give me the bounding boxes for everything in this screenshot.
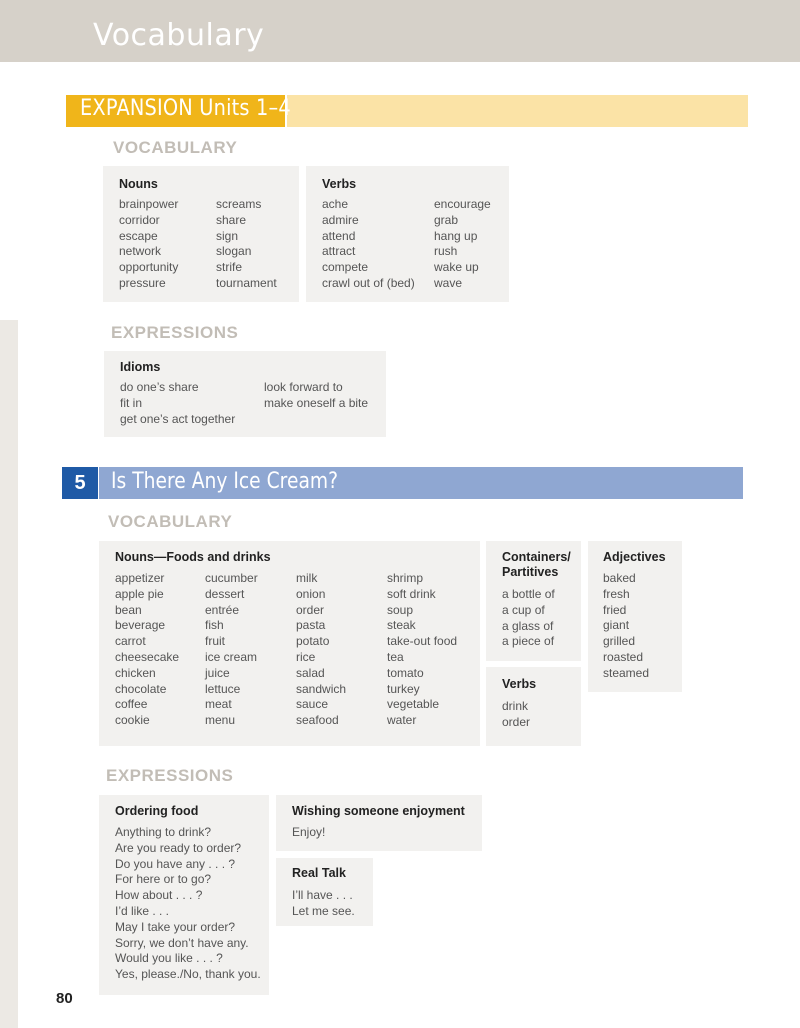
word-item: slogan bbox=[216, 244, 252, 259]
word-item: take-out food bbox=[387, 634, 458, 649]
expansion-verbs-box bbox=[306, 166, 509, 302]
word-item: order bbox=[296, 602, 325, 617]
word-item: tournament bbox=[216, 275, 277, 290]
verb-item: drink bbox=[502, 699, 529, 713]
expression-item: I’d like . . . bbox=[115, 903, 170, 918]
idioms-col2 bbox=[264, 380, 368, 412]
word-item: soup bbox=[387, 602, 414, 617]
word-item: chicken bbox=[115, 665, 156, 680]
word-item: tea bbox=[387, 649, 404, 664]
word-item: carrot bbox=[115, 634, 146, 649]
word-item: tomato bbox=[387, 665, 424, 680]
page-number: 80 bbox=[56, 990, 73, 1007]
word-item: turkey bbox=[387, 681, 420, 696]
word-item: apple pie bbox=[115, 586, 164, 601]
word-item: pressure bbox=[119, 275, 166, 290]
expression-item: Sorry, we don’t have any. bbox=[115, 935, 249, 950]
adjective-item: fresh bbox=[603, 586, 630, 601]
word-item: vegetable bbox=[387, 697, 440, 712]
wishing-enjoyment-title: Wishing someone enjoyment bbox=[292, 804, 465, 818]
adjective-item: roasted bbox=[603, 649, 644, 664]
expression-item: How about . . . ? bbox=[115, 888, 203, 903]
unit-title: Is There Any Ice Cream? bbox=[111, 469, 339, 494]
left-margin-strip bbox=[0, 320, 18, 1028]
word-item: crawl out of (bed) bbox=[322, 275, 415, 290]
word-item: brainpower bbox=[119, 197, 179, 211]
word-item: appetizer bbox=[115, 571, 165, 585]
word-item: chocolate bbox=[115, 681, 167, 696]
expression-item: Do you have any . . . ? bbox=[115, 856, 236, 871]
word-item: encourage bbox=[434, 197, 491, 211]
word-item: attend bbox=[322, 228, 356, 243]
expression-item: Anything to drink? bbox=[115, 825, 212, 839]
adjective-item: fried bbox=[603, 602, 627, 617]
ordering-food-title: Ordering food bbox=[115, 804, 199, 818]
word-item: strife bbox=[216, 260, 243, 275]
unit-vocabulary-heading: VOCABULARY bbox=[108, 512, 233, 531]
word-item: cookie bbox=[115, 713, 150, 728]
real-talk-title: Real Talk bbox=[292, 866, 346, 880]
expansion-bar-label: EXPANSION Units 1–4 bbox=[80, 96, 291, 121]
idioms-col1 bbox=[120, 380, 235, 427]
word-item: salad bbox=[296, 665, 325, 680]
unit-number: 5 bbox=[74, 472, 86, 494]
ordering-food-list bbox=[115, 825, 261, 983]
foods-nouns-box bbox=[99, 541, 480, 746]
wishing-enjoyment-box bbox=[276, 795, 482, 851]
word-item: bean bbox=[115, 602, 142, 617]
container-item: a bottle of bbox=[502, 587, 555, 601]
container-item: a piece of bbox=[502, 634, 555, 649]
wishing-enjoyment-list bbox=[292, 825, 325, 841]
verb-item: order bbox=[502, 714, 531, 729]
expansion-nouns-col1 bbox=[119, 197, 178, 292]
word-item: juice bbox=[205, 665, 230, 680]
idioms-title: Idioms bbox=[120, 360, 161, 374]
word-item: rush bbox=[434, 244, 458, 259]
expansion-verbs-col1 bbox=[322, 197, 415, 292]
word-item: lettuce bbox=[205, 681, 241, 696]
word-item: screams bbox=[216, 197, 262, 211]
word-item: ice cream bbox=[205, 649, 258, 664]
ordering-food-box bbox=[99, 795, 269, 995]
container-item: a glass of bbox=[502, 618, 554, 633]
word-item: wake up bbox=[434, 260, 479, 275]
word-item: sandwich bbox=[296, 681, 347, 696]
adjectives-box bbox=[588, 541, 682, 692]
word-item: onion bbox=[296, 586, 326, 601]
container-item: a cup of bbox=[502, 602, 545, 617]
expansion-expressions-heading: EXPRESSIONS bbox=[111, 323, 239, 342]
adjective-item: baked bbox=[603, 571, 636, 585]
word-item: milk bbox=[296, 571, 318, 585]
word-item: cheesecake bbox=[115, 649, 180, 664]
word-item: water bbox=[387, 713, 417, 728]
idiom-item: do one’s share bbox=[120, 380, 199, 394]
word-item: fruit bbox=[205, 634, 226, 649]
word-item: share bbox=[216, 212, 247, 227]
word-item: dessert bbox=[205, 586, 245, 601]
containers-title-line1: Containers/ bbox=[502, 550, 571, 564]
containers-list bbox=[502, 587, 555, 650]
expression-item: Are you ready to order? bbox=[115, 840, 242, 855]
unit-verbs-box bbox=[486, 667, 581, 746]
unit-expressions-heading: EXPRESSIONS bbox=[106, 766, 234, 785]
idiom-item: look forward to bbox=[264, 380, 343, 394]
expression-item: Would you like . . . ? bbox=[115, 951, 223, 966]
expression-item: For here or to go? bbox=[115, 872, 212, 887]
expansion-vocabulary-heading: VOCABULARY bbox=[113, 138, 238, 157]
word-item: admire bbox=[322, 212, 359, 227]
foods-col3 bbox=[296, 571, 346, 729]
word-item: wave bbox=[434, 275, 463, 290]
adjective-item: grilled bbox=[603, 634, 636, 649]
word-item: sign bbox=[216, 228, 239, 243]
foods-nouns-title: Nouns—Foods and drinks bbox=[115, 550, 271, 564]
foods-col4 bbox=[387, 571, 457, 729]
foods-col2 bbox=[205, 571, 258, 729]
word-item: soft drink bbox=[387, 586, 436, 601]
word-item: meat bbox=[205, 697, 232, 712]
word-item: corridor bbox=[119, 212, 160, 227]
word-item: shrimp bbox=[387, 571, 424, 585]
adjectives-title: Adjectives bbox=[603, 550, 666, 564]
word-item: cucumber bbox=[205, 571, 258, 585]
word-item: rice bbox=[296, 649, 316, 664]
word-item: menu bbox=[205, 713, 236, 728]
word-item: entrée bbox=[205, 602, 240, 617]
expression-item: Enjoy! bbox=[292, 825, 326, 839]
word-item: steak bbox=[387, 618, 416, 633]
containers-box bbox=[486, 541, 581, 661]
word-item: grab bbox=[434, 212, 459, 227]
expansion-nouns-box bbox=[103, 166, 299, 302]
real-talk-box bbox=[276, 858, 373, 926]
word-item: compete bbox=[322, 260, 369, 275]
expression-item: I’ll have . . . bbox=[292, 888, 353, 902]
word-item: network bbox=[119, 244, 162, 259]
expansion-bar bbox=[287, 95, 748, 127]
word-item: attract bbox=[322, 244, 356, 259]
unit-verbs-title: Verbs bbox=[502, 677, 537, 691]
foods-col1 bbox=[115, 571, 179, 729]
word-item: opportunity bbox=[119, 260, 179, 275]
adjective-item: giant bbox=[603, 618, 630, 633]
word-item: sauce bbox=[296, 697, 329, 712]
idiom-item: fit in bbox=[120, 395, 143, 410]
expansion-verbs-title: Verbs bbox=[322, 177, 357, 191]
adjectives-list bbox=[603, 571, 649, 682]
page-title: Vocabulary bbox=[93, 18, 265, 53]
idiom-item: make oneself a bite bbox=[264, 395, 369, 410]
idioms-box bbox=[104, 351, 386, 437]
expansion-nouns-col2 bbox=[216, 197, 277, 292]
word-item: pasta bbox=[296, 618, 326, 633]
idiom-item: get one’s act together bbox=[120, 411, 236, 426]
word-item: beverage bbox=[115, 618, 166, 633]
word-item: hang up bbox=[434, 228, 478, 243]
word-item: escape bbox=[119, 228, 158, 243]
adjective-item: steamed bbox=[603, 665, 650, 680]
expansion-nouns-title: Nouns bbox=[119, 177, 158, 191]
expression-item: Let me see. bbox=[292, 903, 355, 918]
unit-verbs-list bbox=[502, 699, 530, 731]
word-item: potato bbox=[296, 634, 330, 649]
expression-item: Yes, please./No, thank you. bbox=[115, 967, 261, 982]
word-item: seafood bbox=[296, 713, 339, 728]
expansion-verbs-col2 bbox=[434, 197, 491, 292]
word-item: fish bbox=[205, 618, 224, 633]
containers-title-line2: Partitives bbox=[502, 565, 559, 579]
real-talk-list bbox=[292, 888, 355, 920]
word-item: ache bbox=[322, 197, 349, 211]
expression-item: May I take your order? bbox=[115, 919, 236, 934]
word-item: coffee bbox=[115, 697, 148, 712]
